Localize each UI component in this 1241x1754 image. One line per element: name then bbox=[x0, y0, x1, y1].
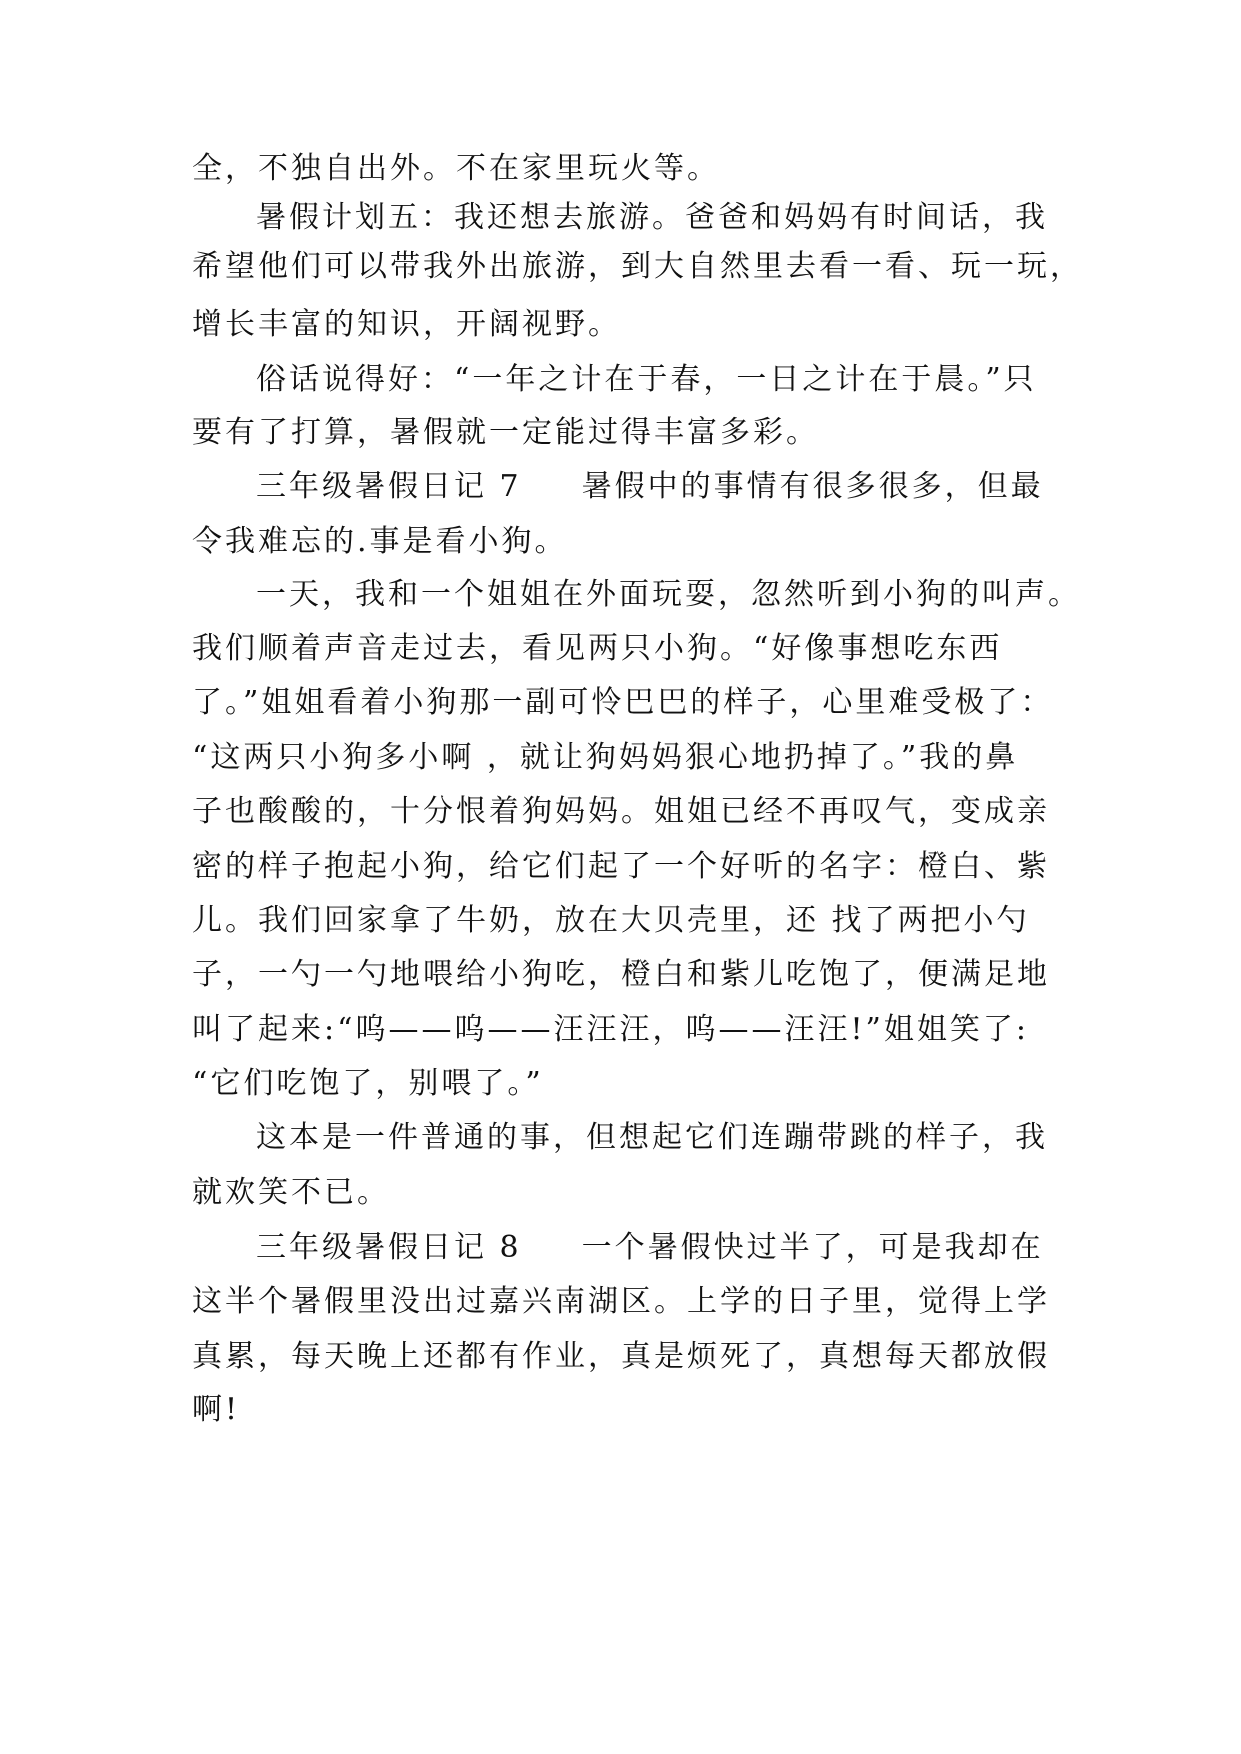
text-line: 暑假计划五：我还想去旅游。爸爸和妈妈有时间话，我 bbox=[256, 200, 1048, 235]
text-line: 儿。我们回家拿了牛奶，放在大贝壳里，还 找了两把小勺 bbox=[192, 903, 1030, 938]
diary-heading-line bbox=[256, 458, 1136, 516]
text-line: “这两只小狗多小啊 ，就让狗妈妈狠心地扔掉了。”我的鼻 bbox=[192, 740, 1019, 775]
diary-heading: 三年级暑假日记 7 bbox=[256, 469, 522, 504]
text-line: 密的样子抱起小狗，给它们起了一个好听的名字：橙白、紫 bbox=[192, 849, 1050, 884]
text-line: 叫了起来:“呜——呜——汪汪汪，呜——汪汪!”姐姐笑了: bbox=[192, 1012, 1029, 1047]
text-segment: 暑假中的事情有很多很多，但最 bbox=[581, 469, 1044, 504]
text-line: 啊! bbox=[192, 1392, 241, 1427]
text-line: 这本是一件普通的事，但想起它们连蹦带跳的样子，我 bbox=[256, 1120, 1048, 1155]
text-line: 真累，每天晚上还都有作业，真是烦死了，真想每天都放假 bbox=[192, 1339, 1050, 1374]
text-line: 俗话说得好：“一年之计在于春，一日之计在于晨。”只 bbox=[256, 362, 1037, 397]
text-line: 全，不独自出外。不在家里玩火等。 bbox=[192, 151, 720, 186]
diary-heading: 三年级暑假日记 8 bbox=[256, 1230, 522, 1265]
text-line: 子也酸酸的，十分恨着狗妈妈。姐姐已经不再叹气，变成亲 bbox=[192, 794, 1050, 829]
text-line: 希望他们可以带我外出旅游，到大自然里去看一看、玩一玩， bbox=[192, 249, 1083, 284]
text-line: 这半个暑假里没出过嘉兴南湖区。上学的日子里，觉得上学 bbox=[192, 1284, 1050, 1319]
text-line: 子，一勺一勺地喂给小狗吃，橙白和紫儿吃饱了，便满足地 bbox=[192, 957, 1050, 992]
text-line: 增长丰富的知识，开阔视野。 bbox=[192, 307, 621, 342]
text-line: 我们顺着声音走过去，看见两只小狗。“好像事想吃东西 bbox=[192, 631, 1003, 666]
text-line: 了。”姐姐看着小狗那一副可怜巴巴的样子，心里难受极了： bbox=[192, 685, 1054, 720]
text-segment: 一个暑假快过半了，可是我却在 bbox=[581, 1230, 1044, 1265]
diary-heading-line bbox=[256, 1219, 1136, 1277]
text-line: “它们吃饱了，别喂了。” bbox=[192, 1066, 544, 1101]
text-line: 要有了打算，暑假就一定能过得丰富多彩。 bbox=[192, 415, 819, 450]
text-line: 令我难忘的.事是看小狗。 bbox=[192, 524, 568, 559]
text-line: 一天，我和一个姐姐在外面玩耍，忽然听到小狗的叫声。 bbox=[256, 577, 1081, 612]
text-line: 就欢笑不已。 bbox=[192, 1175, 390, 1210]
